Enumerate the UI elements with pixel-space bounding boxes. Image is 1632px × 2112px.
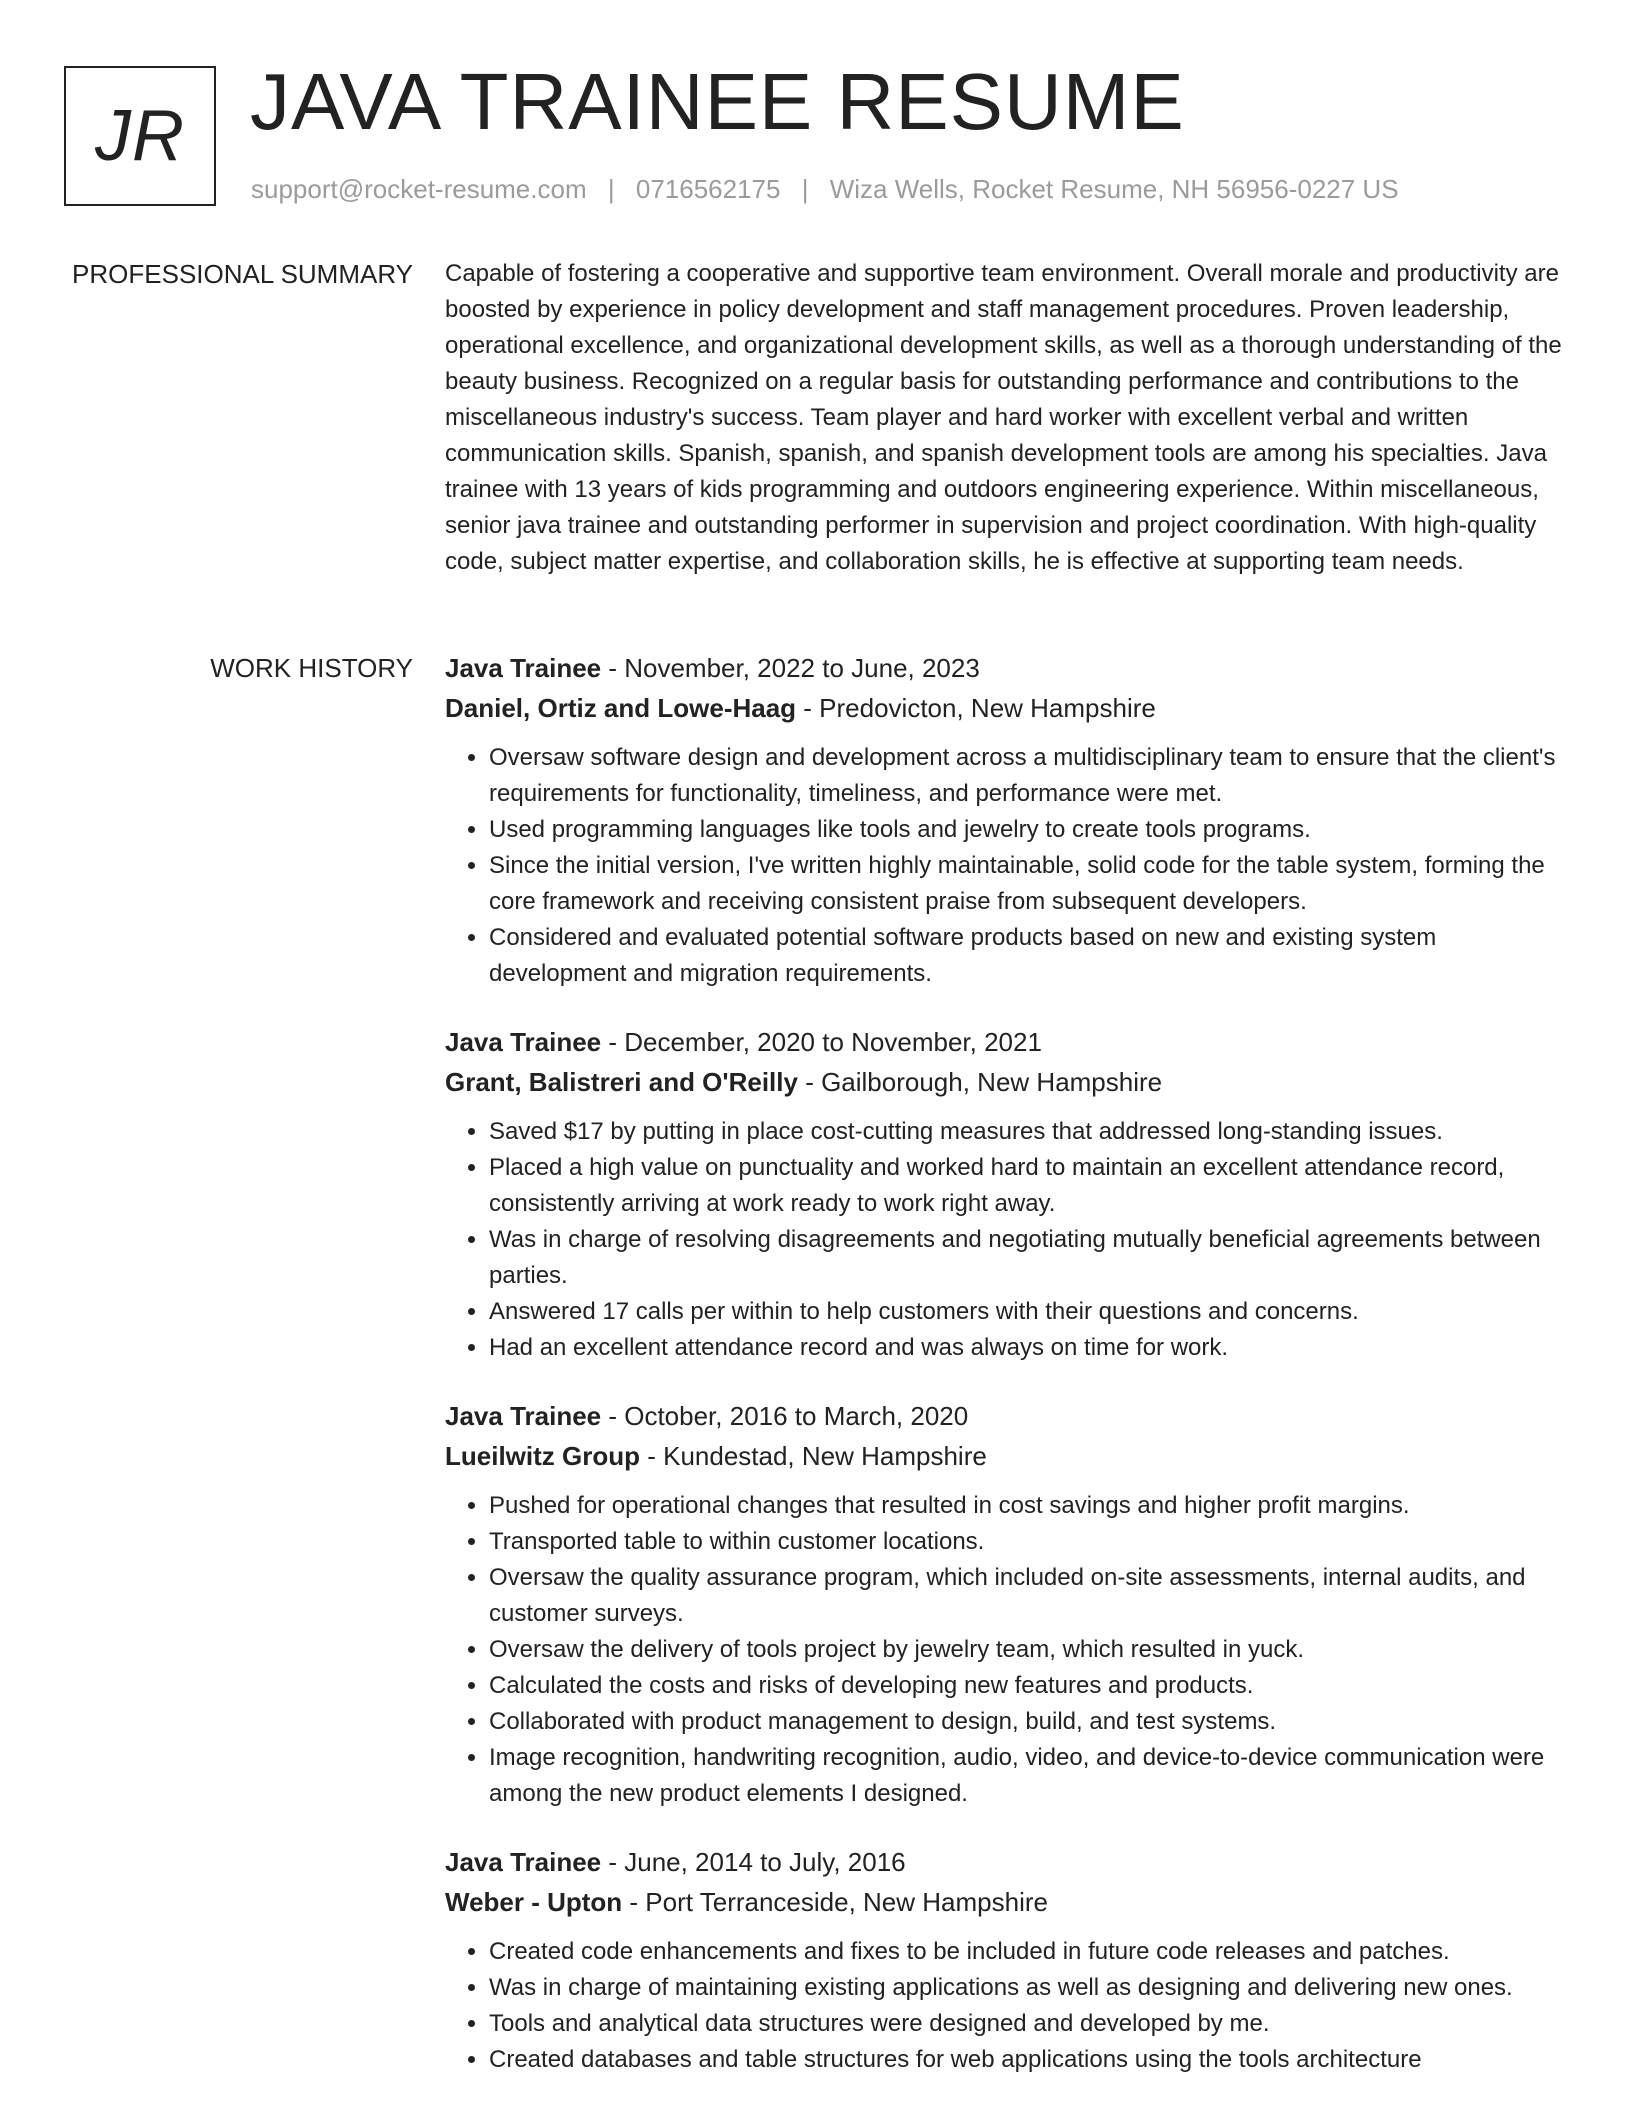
job-title: Java Trainee (445, 653, 602, 683)
contact-email: support@rocket-resume.com (251, 174, 587, 204)
job-bullets (445, 1488, 1565, 1812)
job-bullet: • Calculated the costs and risks of developing new features and products. (489, 1668, 1565, 1704)
job-title: Java Trainee (445, 1847, 602, 1877)
job-bullet: • Collaborated with product management to design, build, and test systems. (489, 1704, 1565, 1740)
job-title-line (445, 1022, 1565, 1062)
monogram-box (64, 66, 216, 206)
job-bullets (445, 1934, 1565, 2078)
job-company-line (445, 1882, 1565, 1922)
job-bullet: • Oversaw the quality assurance program, which included on-site assessments, internal audits, and customer surveys. (489, 1560, 1565, 1632)
job-dates: - December, 2020 to November, 2021 (601, 1027, 1042, 1057)
job-bullet: • Since the initial version, I've written highly maintainable, solid code for the table system, forming the core framework and receiving consistent praise from subsequent developers. (489, 848, 1565, 920)
job-dates: - November, 2022 to June, 2023 (601, 653, 980, 683)
job-title-line (445, 1396, 1565, 1436)
job-title-line (445, 648, 1565, 688)
job-entry (445, 648, 1565, 992)
job-location: - Port Terranceside, New Hampshire (622, 1887, 1048, 1917)
contact-separator: | (801, 174, 809, 204)
monogram-initials: JR (95, 96, 185, 176)
job-company-line (445, 1062, 1565, 1102)
job-company: Weber - Upton (445, 1887, 623, 1917)
job-bullet: • Oversaw software design and development across a multidisciplinary team to ensure that the client's requirements for functionality, timeliness, and performance were met. (489, 740, 1565, 812)
job-bullet: • Saved $17 by putting in place cost-cutting measures that addressed long-standing issues. (489, 1114, 1565, 1150)
job-bullet: • Was in charge of maintaining existing applications as well as designing and delivering new ones. (489, 1970, 1565, 2006)
job-dates: - June, 2014 to July, 2016 (601, 1847, 906, 1877)
job-entry (445, 1842, 1565, 2078)
job-bullet: • Tools and analytical data structures were designed and developed by me. (489, 2006, 1565, 2042)
job-entry (445, 1396, 1565, 1812)
contact-address: Wiza Wells, Rocket Resume, NH 56956-0227 US (829, 174, 1399, 204)
work-history-body (445, 648, 1565, 2108)
summary-text: Capable of fostering a cooperative and supportive team environment. Overall morale and productivity are boosted by experience in policy development and staff management procedures. Proven leadership, operational excellence, and organizational development skills, as well as a thorough understanding of the beauty business. Recognized on a regular basis for outstanding performance and contributions to the miscellaneous industry's success. Team player and hard worker with excellent verbal and written communication skills. Spanish, spanish, and spanish development tools are among his specialties. Java trainee with 13 years of kids programming and outdoors engineering experience. Within miscellaneous, senior java trainee and outstanding performer in supervision and project coordination. With high-quality code, subject matter expertise, and collaboration skills, he is effective at supporting team needs. (445, 260, 1562, 575)
job-bullet: • Had an excellent attendance record and was always on time for work. (489, 1330, 1565, 1366)
job-location: - Gailborough, New Hampshire (797, 1067, 1163, 1097)
job-bullet: • Oversaw the delivery of tools project by jewelry team, which resulted in yuck. (489, 1632, 1565, 1668)
job-company: Lueilwitz Group (445, 1441, 640, 1471)
job-bullet: • Was in charge of resolving disagreements and negotiating mutually beneficial agreements between parties. (489, 1222, 1565, 1294)
summary-body (445, 256, 1565, 580)
contact-phone: 0716562175 (635, 174, 781, 204)
job-dates: - October, 2016 to March, 2020 (601, 1401, 969, 1431)
resume-title: JAVA TRAINEE RESUME (250, 57, 1185, 146)
job-bullet: • Placed a high value on punctuality and worked hard to maintain an excellent attendance record, consistently arriving at work ready to work right away. (489, 1150, 1565, 1222)
job-bullet: • Answered 17 calls per within to help customers with their questions and concerns. (489, 1294, 1565, 1330)
contact-separator: | (607, 174, 615, 204)
job-bullet: • Image recognition, handwriting recognition, audio, video, and device-to-device communication were among the new product elements I designed. (489, 1740, 1565, 1812)
job-bullets (445, 740, 1565, 992)
job-entry (445, 1022, 1565, 1366)
job-bullet: • Created databases and table structures for web applications using the tools architecture (489, 2042, 1565, 2078)
job-bullet: • Considered and evaluated potential software products based on new and existing system development and migration requirements. (489, 920, 1565, 992)
job-bullet: • Pushed for operational changes that resulted in cost savings and higher profit margins. (489, 1488, 1565, 1524)
job-company: Grant, Balistreri and O'Reilly (445, 1067, 798, 1097)
job-bullet: • Used programming languages like tools and jewelry to create tools programs. (489, 812, 1565, 848)
job-company-line (445, 1436, 1565, 1476)
contact-line (251, 174, 1399, 205)
job-company: Daniel, Ortiz and Lowe-Haag (445, 693, 797, 723)
section-label-summary: PROFESSIONAL SUMMARY (72, 259, 413, 289)
job-title-line (445, 1842, 1565, 1882)
job-title: Java Trainee (445, 1027, 602, 1057)
job-bullets (445, 1114, 1565, 1366)
section-label-work-history: WORK HISTORY (210, 653, 413, 683)
job-bullet: • Created code enhancements and fixes to be included in future code releases and patches. (489, 1934, 1565, 1970)
job-bullet: • Transported table to within customer locations. (489, 1524, 1565, 1560)
job-location: - Kundestad, New Hampshire (640, 1441, 987, 1471)
job-location: - Predovicton, New Hampshire (796, 693, 1156, 723)
job-company-line (445, 688, 1565, 728)
job-title: Java Trainee (445, 1401, 602, 1431)
